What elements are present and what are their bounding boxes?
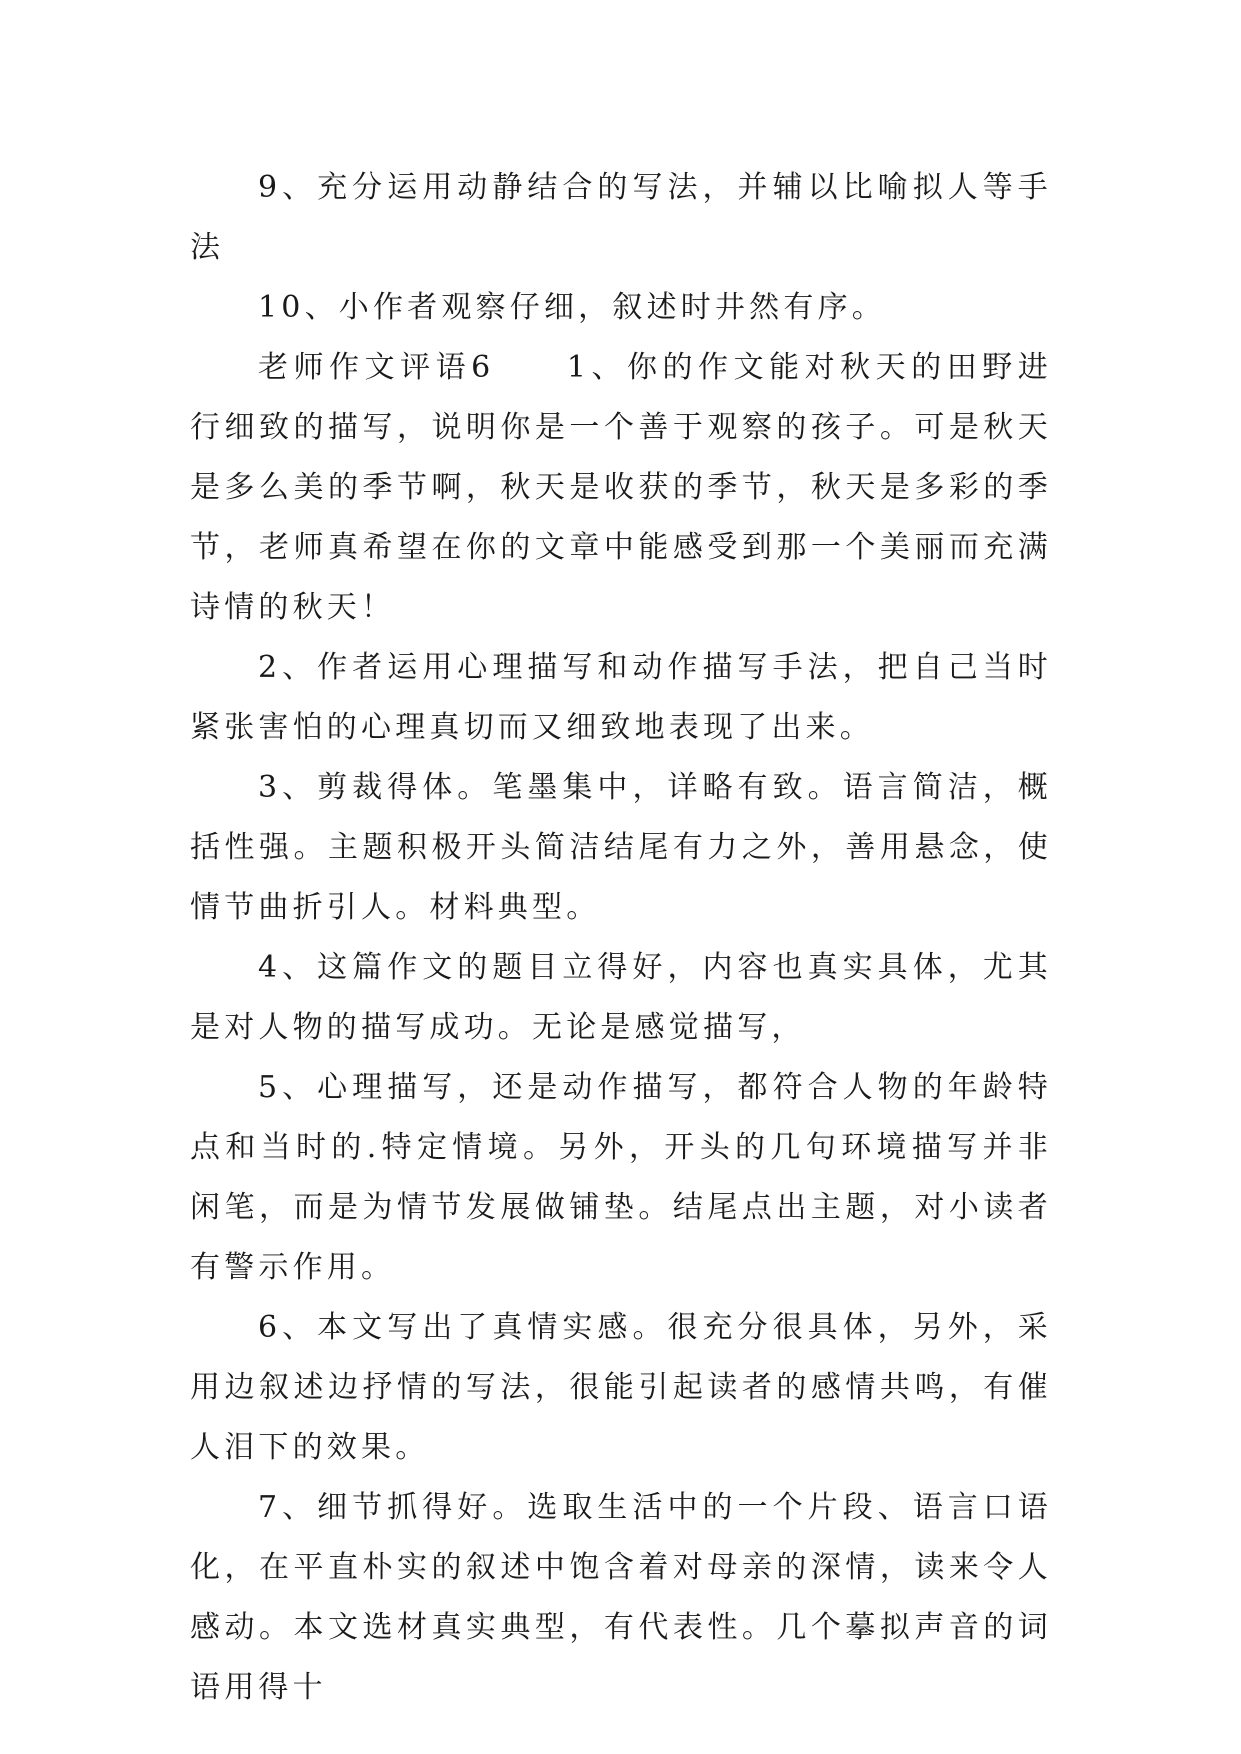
paragraph-comment-4: 4、这篇作文的题目立得好，内容也真实具体，尤其是对人物的描写成功。无论是感觉描写， — [190, 950, 1052, 1045]
paragraph-comment-10: 10、小作者观察仔细，叙述时井然有序。 — [258, 290, 886, 325]
paragraph-comment-9: 9、充分运用动静结合的写法，并辅以比喻拟人等手法 — [190, 170, 1052, 265]
paragraph-comment-7: 7、细节抓得好。选取生活中的一个片段、语言口语化，在平直朴实的叙述中饱含着对母亲的深情，读来令人感动。本文选材真实典型，有代表性。几个摹拟声音的词语用得十 — [190, 1490, 1052, 1705]
paragraph-comment-5: 5、心理描写，还是动作描写，都符合人物的年龄特点和当时的.特定情境。另外，开头的几句环境描写并非闲笔，而是为情节发展做铺垫。结尾点出主题，对小读者有警示作用。 — [190, 1070, 1052, 1285]
paragraph-section-6-comment-1: 老师作文评语6 1、你的作文能对秋天的田野进行细致的描写，说明你是一个善于观察的孩子。可是秋天是多么美的季节啊，秋天是收获的季节，秋天是多彩的季节，老师真希望在你的文章中能感受到那一个美丽而充满诗情的秋天！ — [190, 350, 1052, 625]
document-body — [190, 158, 1052, 1718]
paragraph-comment-2: 2、作者运用心理描写和动作描写手法，把自己当时紧张害怕的心理真切而又细致地表现了出来。 — [190, 650, 1052, 745]
paragraph-comment-3: 3、剪裁得体。笔墨集中，详略有致。语言简洁，概括性强。主题积极开头简洁结尾有力之外，善用悬念，使情节曲折引人。材料典型。 — [190, 770, 1052, 925]
paragraph-comment-6: 6、本文写出了真情实感。很充分很具体，另外，采用边叙述边抒情的写法，很能引起读者的感情共鸣，有催人泪下的效果。 — [190, 1310, 1052, 1465]
